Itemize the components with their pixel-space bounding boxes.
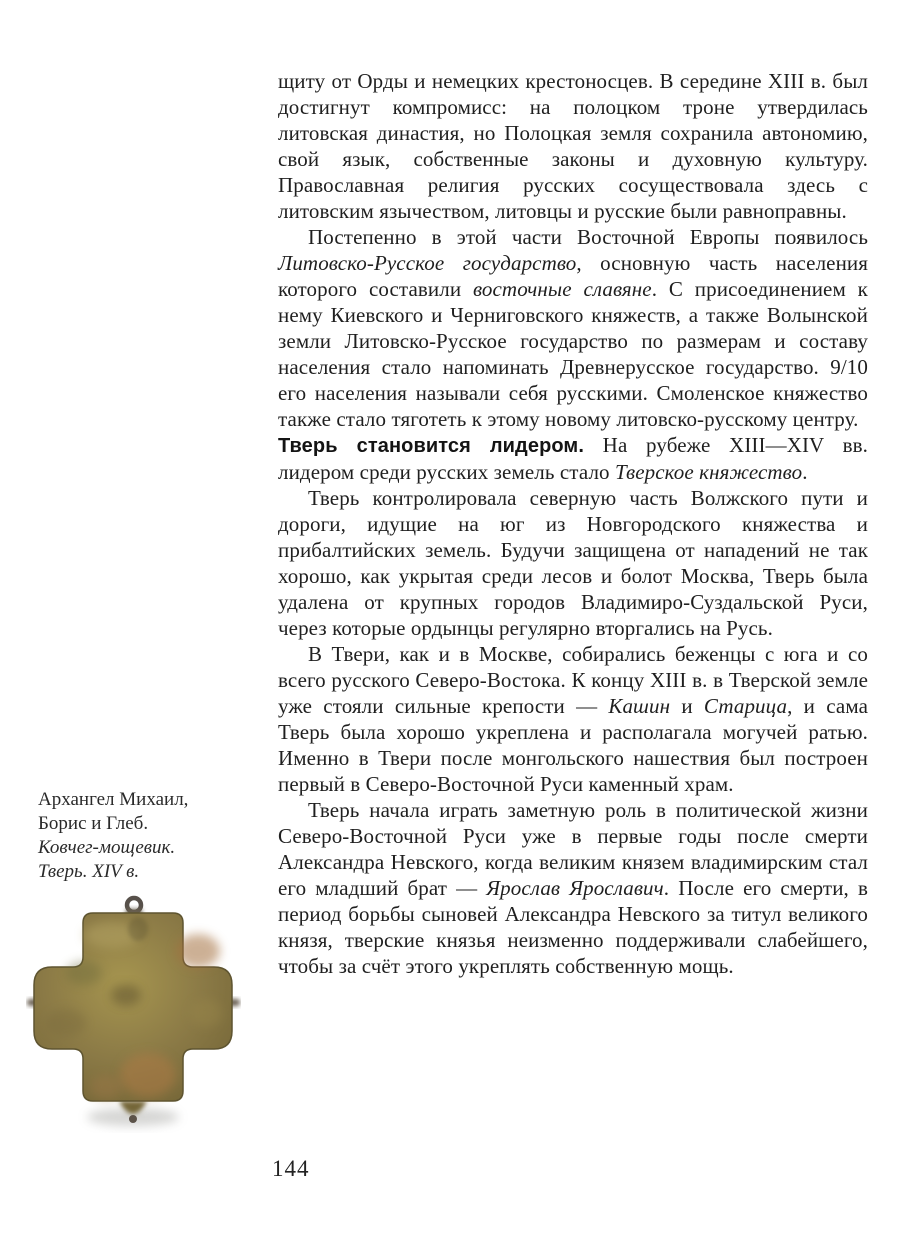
text-run: . [802,460,808,484]
term-italic: Литовско-Русское государство [278,251,577,275]
paragraph [278,641,868,797]
page-number: 144 [272,1156,310,1181]
person-name-italic: Ярослав Ярославич [486,876,664,900]
section-heading: Тверь становится лидером. [278,435,584,457]
reliquary-cross-image [26,893,241,1133]
text-run: , основную часть населения которого составили [278,251,869,301]
reliquary-cross-photo [26,893,241,1133]
term-italic: Тверское княжество [614,460,803,484]
text-run: Постепенно в этой части Восточной Европы появилось [308,225,868,249]
text-run: Тверь контролировала северную часть Волжского пути и дороги, идущие на юг из Новгородского княжества и прибалтийских земель. Будучи защищена от нападений не так хорошо, как укрытая среди лесов и болот Москва, Тверь была удалена от крупных городов Владимиро-Суздальской Руси, через которые ордынцы регулярно вторгались на Русь. [278,486,868,640]
caption-line: Архангел Михаил, [38,789,189,810]
text-run: , и сама Тверь была хорошо укреплена и располагала могучей ратью. Именно в Твери после монгольского нашествия был построен первый в Северо-Восточной Руси каменный храм. [278,694,869,796]
figure-caption [38,788,248,884]
text-run: . С присоединением к нему Киевского и Черниговского княжеств, а также Волынской земли Литовско-Русское государство по размерам и составу населения стало напоминать Древнерусское государство. 9/10 его населения называли себя русскими. Смоленское княжество также стало тяготеть к этому новому литовско-русскому центру. [278,277,868,431]
text-run: В Твери, как и в Москве, собирались беженцы с юга и со всего русского Северо-Востока. К концу XIII в. в Тверской земле уже стояли сильные крепости — [278,642,868,718]
text-run: На рубеже XIII—XIV вв. лидером среди русских земель стало [278,433,869,484]
paragraph-with-heading [278,432,868,485]
body-text-column [278,68,868,979]
paragraph [278,224,868,432]
caption-line: Тверь. XIV в. [38,861,140,882]
caption-line: Борис и Глеб. [38,813,149,834]
text-run: . После его смерти, в период борьбы сыновей Александра Невского за титул великого князя, тверские князья неизменно поддерживали слабейшего, чтобы за счёт этого укреплять собственную мощь. [278,876,868,978]
term-italic: Кашин [608,694,671,718]
text-run: щиту от Орды и немецких крестоносцев. В середине XIII в. был достигнут компромисс: на полоцком троне утвердилась литовская династия, но Полоцкая земля сохранила автономию, свой язык, собственные законы и духовную культуру. Православная религия русских сосуществовала здесь с литовским язычеством, литовцы и русские были равноправны. [278,69,868,223]
text-run: Тверь начала играть заметную роль в политической жизни Северо-Восточной Руси уже в первые годы после смерти Александра Невского, когда великим князем владимирским стал его младший брат — [278,798,868,900]
paragraph [278,68,868,224]
term-italic: Старица [703,694,788,718]
term-italic: восточные славяне [472,277,652,301]
caption-line: Ковчег-мощевик. [38,837,176,858]
text-run: и [670,694,704,718]
paragraph [278,485,868,641]
paragraph [278,797,868,979]
